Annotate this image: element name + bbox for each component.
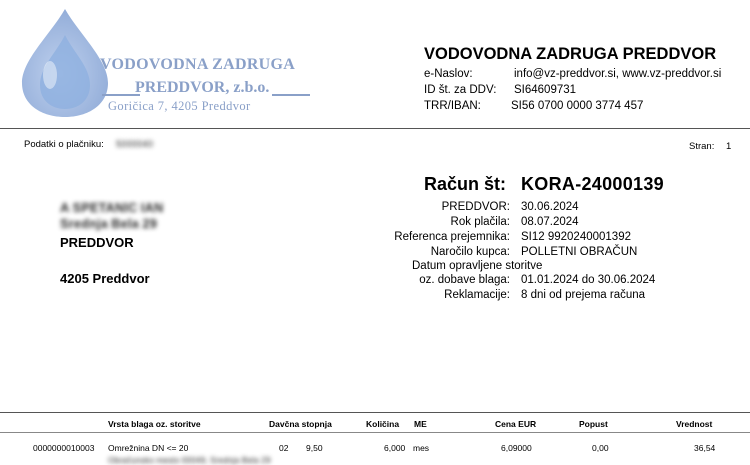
row-discount: 0,00 bbox=[592, 443, 609, 453]
row-tax-code: 02 bbox=[279, 443, 289, 453]
payer-postal: 4205 Preddvor bbox=[60, 271, 150, 286]
row-price: 6,09000 bbox=[501, 443, 532, 453]
order-value: POLLETNI OBRAČUN bbox=[521, 246, 638, 258]
header-amount: Vrednost bbox=[676, 419, 713, 429]
iban-label: TRR/IBAN: bbox=[424, 100, 481, 112]
logo-text-line2: PREDDVOR, z.b.o. bbox=[135, 79, 270, 96]
reference-label: Referenca prejemnika: bbox=[394, 231, 510, 243]
header-type: Vrsta blaga oz. storitve bbox=[108, 419, 201, 429]
company-name: VODOVODNA ZADRUGA PREDDVOR bbox=[424, 45, 717, 63]
header-divider bbox=[0, 128, 750, 129]
table-header-divider bbox=[0, 432, 750, 433]
vat-value: SI64609731 bbox=[514, 84, 577, 96]
header-unit: ME bbox=[414, 419, 427, 429]
row-qty: 6,000 bbox=[384, 443, 406, 453]
delivery-value: 01.01.2024 do 30.06.2024 bbox=[521, 274, 656, 286]
delivery-label: oz. dobave blaga: bbox=[419, 274, 510, 286]
page-label: Stran: bbox=[689, 141, 715, 152]
payer-label: Podatki o plačniku: bbox=[24, 139, 104, 150]
row-description: Omrežnina DN <= 20 bbox=[108, 443, 189, 453]
email-value: info@vz-preddvor.si, www.vz-preddvor.si bbox=[514, 68, 722, 80]
service-date-label: Datum opravljene storitve bbox=[412, 260, 543, 272]
iban-value: SI56 0700 0000 3774 457 bbox=[511, 100, 644, 112]
vat-label: ID št. za DDV: bbox=[424, 84, 497, 96]
complaints-label: Reklamacije: bbox=[444, 289, 510, 301]
reference-value: SI12 9920240001392 bbox=[521, 231, 631, 243]
invoice-label: Račun št: bbox=[424, 174, 507, 194]
row-tax-rate: 9,50 bbox=[306, 443, 323, 453]
payer-name-redacted: A SPETANIC IAN bbox=[60, 200, 164, 215]
logo-rule-right bbox=[272, 94, 310, 96]
payer-town: PREDDVOR bbox=[60, 235, 134, 250]
row-code: 0000000010003 bbox=[33, 443, 95, 453]
header-price: Cena EUR bbox=[495, 419, 537, 429]
complaints-value: 8 dni od prejema računa bbox=[521, 289, 646, 301]
date-label: PREDDVOR: bbox=[441, 201, 510, 213]
logo-text-line1: VODOVODNA ZADRUGA bbox=[100, 56, 296, 73]
row-partial-line: Obračunsko mesto 00049, Srednja Bela 29 bbox=[108, 455, 271, 465]
due-date-value: 08.07.2024 bbox=[521, 216, 579, 228]
invoice-number: KORA-24000139 bbox=[521, 174, 664, 194]
header-qty: Količina bbox=[366, 419, 400, 429]
page-number: 1 bbox=[726, 141, 732, 152]
table-top-divider bbox=[0, 412, 750, 413]
email-label: e-Naslov: bbox=[424, 68, 473, 80]
due-date-label: Rok plačila: bbox=[450, 216, 510, 228]
row-amount: 36,54 bbox=[694, 443, 716, 453]
date-value: 30.06.2024 bbox=[521, 201, 579, 213]
header-discount: Popust bbox=[579, 419, 608, 429]
row-unit: mes bbox=[413, 443, 430, 453]
payer-id-redacted: 5000040 bbox=[116, 139, 153, 150]
header-tax: Davčna stopnja bbox=[269, 419, 332, 429]
logo-text-line3: Goričica 7, 4205 Preddvor bbox=[108, 99, 251, 113]
payer-street-redacted: Srednja Bela 29 bbox=[60, 216, 157, 231]
order-label: Naročilo kupca: bbox=[430, 246, 510, 258]
